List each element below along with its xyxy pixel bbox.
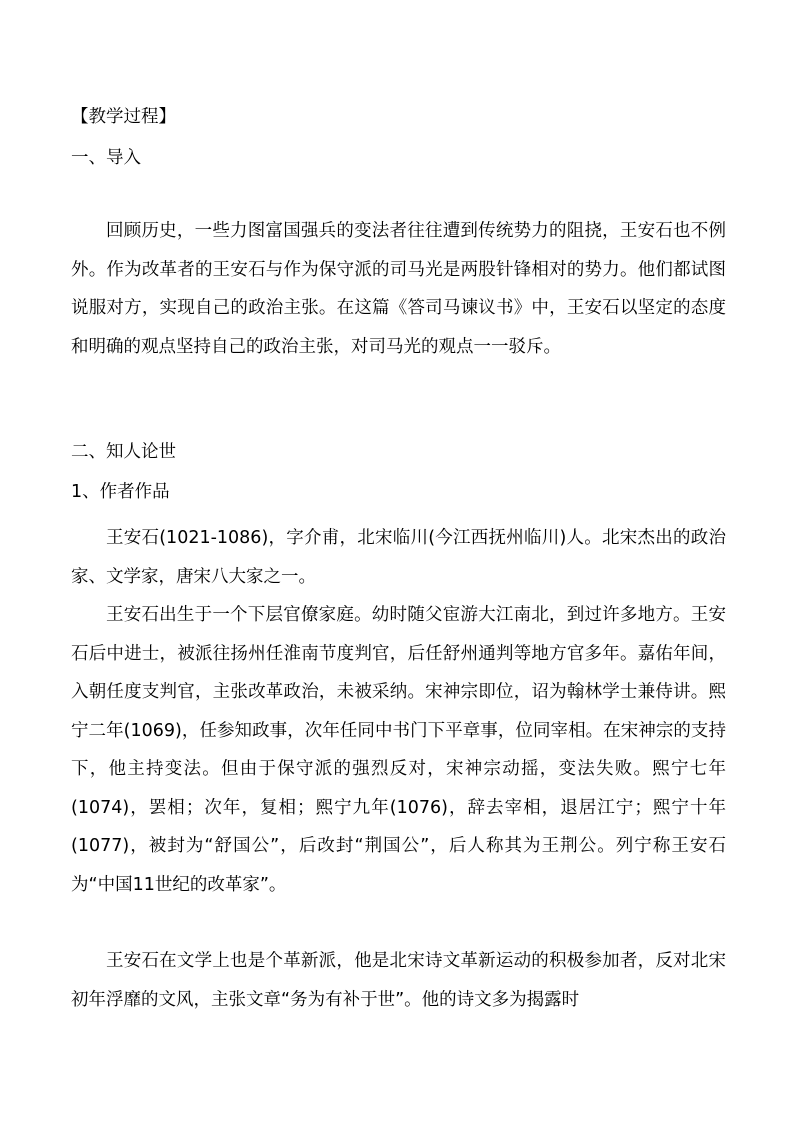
part-one-paragraph: 回顾历史，一些力图富国强兵的变法者往往遭到传统势力的阻挠，王安石也不例外。作为改革者的王安石与作为保守派的司马光是两股针锋相对的势力。他们都试图说服对方，实现自己的政治主张。在这篇《答司马谏议书》中，王安石以坚定的态度和明确的观点坚持自己的政治主张，对司马光的观点一一驳斥。 xyxy=(71,221,726,357)
author-paragraph-1: 王安石(1021-1086)，字介甫，北宋临川(今江西抚州临川)人。北宋杰出的政治家、文学家，唐宋八大家之一。 xyxy=(71,528,726,587)
section-heading: 【教学过程】 xyxy=(71,107,176,127)
subsection-heading: 1、作者作品 xyxy=(71,482,170,502)
part-two-heading: 二、知人论世 xyxy=(71,442,176,462)
author-paragraph-2: 王安石出生于一个下层官僚家庭。幼时随父宦游大江南北，到过许多地方。王安石后中进士，被派往扬州任淮南节度判官，后任舒州通判等地方官多年。嘉佑年间，入朝任度支判官，主张改革政治，未被采纳。宋神宗即位，诏为翰林学士兼侍讲。熙宁二年(1069)，任参知政事，次年任同中书门下平章事，位同宰相。在宋神宗的支持下，他主持变法。但由于保守派的强烈反对，宋神宗动摇，变法失败。熙宁七年(1074)，罢相；次年，复相；熙宁九年(1076)，辞去宰相，退居江宁；熙宁十年(1077)，被封为“舒国公”，后改封“荆国公”，后人称其为王荆公。列宁称王安石为“中国11世纪的改革家”。 xyxy=(71,605,726,895)
author-paragraph-3: 王安石在文学上也是个革新派，他是北宋诗文革新运动的积极参加者，反对北宋初年浮靡的文风，主张文章“务为有补于世”。他的诗文多为揭露时 xyxy=(71,951,726,1010)
part-one-heading: 一、导入 xyxy=(71,148,141,168)
